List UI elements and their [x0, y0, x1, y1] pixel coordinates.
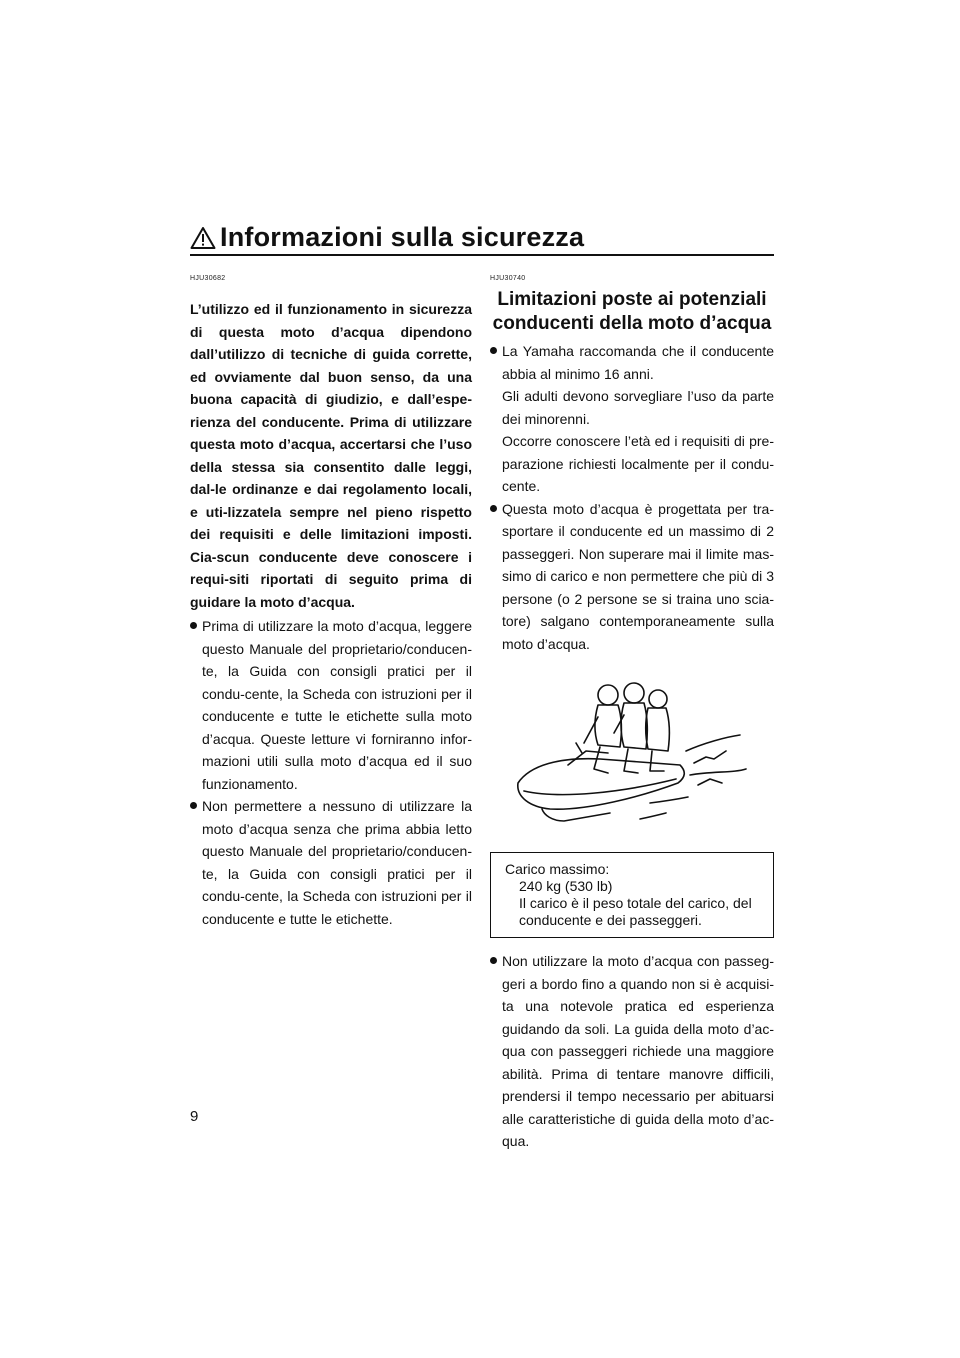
left-column — [190, 275, 472, 930]
section-code: HJU30740 — [490, 275, 526, 282]
warning-triangle-icon — [190, 226, 216, 250]
page-title: Informazioni sulla sicurezza — [220, 222, 585, 252]
list-item: Non permettere a nessuno di utilizzare la moto d’acqua senza che prima abbia letto questo Manuale del proprietario/conducen-te, la Guida con consigli pratici per il condu-cente, la Scheda con istruzioni per il conducente e tutte le etichette. — [190, 795, 472, 930]
intro-paragraph: L’utilizzo ed il funzionamento in sicurezza di questa moto d’acqua dipendono dall’utilizzo di tecniche di guida corrette, ed ovviamente dal buon senso, da una buona capacità di giudizio, e dall’espe-rienza del conducente. Prima di utilizzare questa moto d’acqua, accertarsi che l’uso della stessa sia consentito dalle leggi, dal-le ordinanze e dai regolamento locali, e uti-lizzatela sempre nel pieno rispetto dei requisiti e delle limitazioni imposti. Cia-scun conducente deve conoscere i requi-siti riportati di seguito prima di guidare la moto d’acqua. — [190, 301, 472, 610]
list-item: Prima di utilizzare la moto d’acqua, leggere questo Manuale del proprietario/conducen-te, la Guida con consigli pratici per il condu-cente, la Scheda con istruzioni per il conducente e tutte le etichette sulla moto d’acqua. Queste letture vi forniranno infor-mazioni utili sulla moto d’acqua ed il suo funzionamento. — [190, 615, 472, 795]
right-column — [490, 275, 774, 1153]
left-bullet-list — [190, 615, 472, 930]
right-bullet-list — [490, 340, 774, 655]
spec-value: 240 kg (530 lb) — [519, 878, 613, 894]
spec-label: Carico massimo: — [505, 861, 610, 877]
page-number: 9 — [190, 1108, 199, 1125]
section-heading: Limitazioni poste ai potenziali conducenti della moto d’acqua — [492, 289, 772, 334]
bullet-icon — [190, 802, 197, 809]
page-header — [190, 222, 774, 258]
watercraft-illustration — [490, 673, 774, 833]
bullet-icon — [490, 505, 497, 512]
list-item: Questa moto d’acqua è progettata per tra-sportare il conducente ed un massimo di 2 passeggeri. Non superare mai il limite mas-simo di carico e non permettere che più di 3 persone (o 2 persone se si traina uno scia-tore) salgano contemporaneamente sulla moto d’acqua. — [490, 498, 774, 656]
list-item: La Yamaha raccomanda che il conducente abbia al minimo 16 anni. Gli adulti devono sorvegliare l’uso da parte dei minorenni. Occorre conoscere l’età ed i requisiti di pre-parazione richiesti localmente per il condu-cente. — [490, 340, 774, 498]
section-code: HJU30682 — [190, 275, 226, 282]
list-item: Non utilizzare la moto d’acqua con passeg-geri a bordo fino a quando non si è acquisi-ta una notevole pratica ed esperienza guidando da soli. La guida della moto d’ac-qua con passeggeri richiede una maggiore abilità. Prima di tentare manovre difficili, prendersi il tempo necessario per abituarsi alle caratteristiche di guida della moto d’ac-qua. — [490, 950, 774, 1153]
bullet-icon — [190, 622, 197, 629]
bullet-icon — [490, 347, 497, 354]
max-load-spec-box — [490, 852, 774, 938]
bullet-icon — [490, 957, 497, 964]
right-bullet-list-2 — [490, 950, 774, 1153]
spec-note: Il carico è il peso totale del carico, del conducente e dei passeggeri. — [519, 895, 752, 928]
header-rule — [190, 254, 774, 256]
